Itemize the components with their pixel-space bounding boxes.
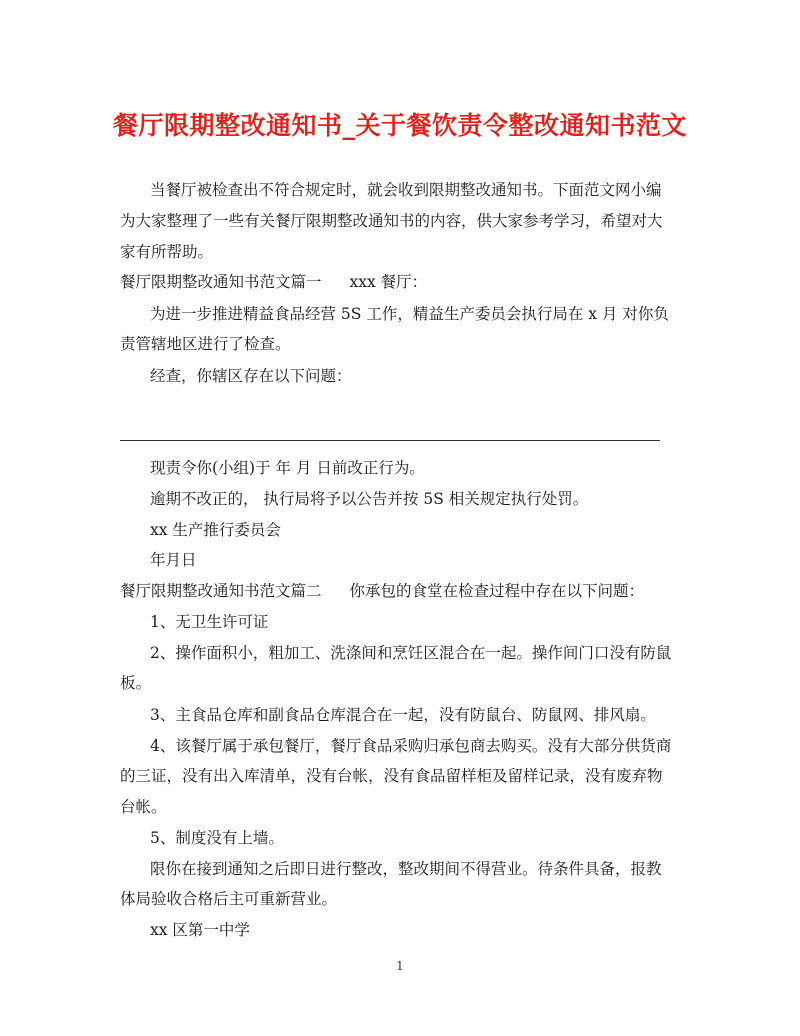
sample1-signature: xx 生产推行委员会 [150, 521, 281, 539]
sample2-item-4-line-2: 的三证，没有出入库清单，没有台帐，没有食品留样柜及留样记录，没有废弃物 [120, 767, 663, 785]
intro-line-2: 为大家整理了一些有关餐厅限期整改通知书的内容，供大家参考学习，希望对大 [120, 212, 663, 230]
sample2-item-4-line-3: 台帐。 [120, 798, 167, 816]
sample2-deadline-line-1: 限你在接到通知之后即日进行整改，整改期间不得营业。待条件具备，报教 [150, 860, 662, 878]
sample2-item-1: 1、无卫生许可证 [150, 613, 269, 631]
sample2-lead: 你承包的食堂在检查过程中存在以下问题： [349, 582, 645, 600]
sample1-body-line-1: 为进一步推进精益食品经营 5S 工作，精益生产委员会执行局在 x 月 对你负 [150, 305, 669, 323]
sample2-item-4-line-1: 4、该餐厅属于承包餐厅，餐厅食品采购归承包商去购买。没有大部分供货商 [150, 737, 672, 755]
sample1-body-line-2: 责管辖地区进行了检查。 [120, 335, 291, 353]
sample2-item-5: 5、制度没有上墙。 [150, 829, 284, 847]
intro-line-1: 当餐厅被检查出不符合规定时，就会收到限期整改通知书。下面范文网小编 [150, 181, 662, 199]
sample1-addressee: xxx 餐厅： [349, 273, 428, 291]
sample2-item-2-line-2: 板。 [120, 674, 152, 692]
sample2-heading: 餐厅限期整改通知书范文篇二 [120, 582, 322, 600]
sample2-deadline-line-2: 体局验收合格后主可重新营业。 [120, 890, 338, 908]
sample2-item-3: 3、主食品仓库和副食品仓库混合在一起，没有防鼠台、防鼠网、排风扇。 [150, 706, 656, 724]
sample1-found: 经查，你辖区存在以下问题： [150, 367, 352, 385]
sample1-date: 年月日 [150, 551, 197, 569]
blank-fill-line [120, 440, 660, 441]
page-number: 1 [396, 959, 404, 973]
document-title: 餐厅限期整改通知书_关于餐饮责令整改通知书范文 [112, 111, 687, 140]
sample1-heading-line [120, 272, 427, 292]
sample1-heading: 餐厅限期整改通知书范文篇一 [120, 273, 322, 291]
sample1-penalty: 逾期不改正的， 执行局将予以公告并按 5S 相关规定执行处罚。 [150, 490, 589, 508]
intro-line-3: 家有所帮助。 [120, 243, 214, 261]
sample2-item-2-line-1: 2、操作面积小，粗加工、洗涤间和烹饪区混合在一起。操作间门口没有防鼠 [150, 644, 672, 662]
sample2-heading-line [120, 581, 644, 601]
sample2-signature: xx 区第一中学 [150, 921, 250, 939]
sample1-order: 现责令你(小组)于 年 月 日前改正行为。 [150, 459, 425, 477]
